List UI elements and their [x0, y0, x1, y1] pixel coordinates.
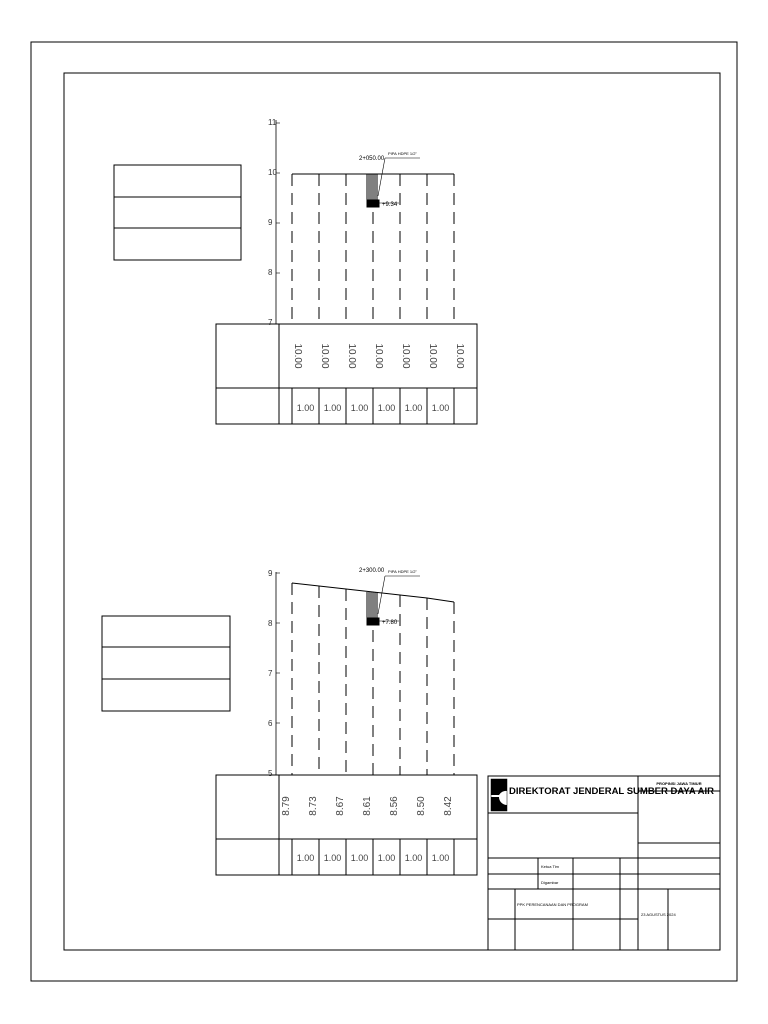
distance-value: 1.00	[377, 853, 396, 863]
axis-tick-label: 7	[268, 318, 273, 327]
chainage-label-1: 2+050.00	[359, 156, 385, 162]
axis-ticks-1	[268, 118, 280, 327]
axis-tick-label: 8	[268, 619, 273, 628]
elevation-value: 8.67	[335, 796, 346, 816]
province-label: PROPINSI JAWA TIMUR	[656, 781, 702, 786]
distance-value: 1.00	[323, 853, 342, 863]
date-label: 23 AGUSTUS 2024	[641, 912, 676, 917]
axis-tick-label: 5	[268, 769, 273, 778]
outer-border	[31, 42, 737, 981]
distance-value: 1.00	[296, 853, 315, 863]
axis-tick-label: 9	[268, 569, 273, 578]
role-label-digambar: Digambar	[541, 880, 559, 885]
axis-tick-label: 11	[268, 118, 277, 127]
pipe-hatch-1	[367, 174, 379, 207]
axis-ticks-2	[268, 569, 280, 778]
ministry-logo-icon	[491, 779, 507, 811]
elevation-value: 10.00	[319, 343, 330, 369]
chainage-label-2: 2+300.00	[359, 568, 385, 574]
axis-tick-label: 8	[268, 268, 273, 277]
distance-value: 1.00	[350, 403, 369, 413]
distance-value: 1.00	[404, 853, 423, 863]
axis-tick-label: 7	[268, 669, 273, 678]
elevation-value: 10.00	[400, 343, 411, 369]
elevation-row-1	[292, 343, 465, 368]
elevation-value: 10.00	[346, 343, 357, 369]
role-label-ketua: Ketua Tim	[541, 864, 560, 869]
distance-value: 1.00	[377, 403, 396, 413]
elevation-value: 8.73	[308, 796, 319, 816]
distance-value: 1.00	[431, 403, 450, 413]
elevation-value: 10.00	[292, 343, 303, 369]
pipe-label-1: PIPA HDPE 1/2"	[388, 151, 417, 156]
distance-value: 1.00	[296, 403, 315, 413]
program-label: PPK PERENCANAAN DAN PROGRAM	[517, 902, 588, 907]
elevation-value: 8.79	[281, 796, 292, 816]
distance-value: 1.00	[323, 403, 342, 413]
level-label-2: +7.80	[382, 620, 398, 626]
axis-tick-label: 9	[268, 218, 273, 227]
elevation-row-2	[281, 796, 454, 816]
legend-box-1	[114, 165, 241, 260]
axis-tick-label: 6	[268, 719, 273, 728]
elevation-value: 10.00	[427, 343, 438, 369]
pipe-hatch-2	[367, 592, 379, 625]
elevation-value: 8.42	[443, 796, 454, 816]
axis-tick-label: 10	[268, 168, 277, 177]
cross-section-2	[102, 568, 477, 875]
level-label-1: +9.34	[382, 202, 398, 208]
agency-title: DIREKTORAT JENDERAL SUMBER DAYA AIR	[509, 786, 714, 797]
pipe-label-2: PIPA HDPE 1/2"	[388, 569, 417, 574]
title-block	[488, 776, 720, 950]
elevation-value: 10.00	[454, 343, 465, 369]
distance-value: 1.00	[350, 853, 369, 863]
elevation-value: 8.56	[389, 796, 400, 816]
legend-box-2	[102, 616, 230, 711]
elevation-value: 8.61	[362, 796, 373, 816]
elevation-value: 10.00	[373, 343, 384, 369]
distance-value: 1.00	[431, 853, 450, 863]
distance-value: 1.00	[404, 403, 423, 413]
elevation-value: 8.50	[416, 796, 427, 816]
cross-section-1	[114, 118, 477, 424]
